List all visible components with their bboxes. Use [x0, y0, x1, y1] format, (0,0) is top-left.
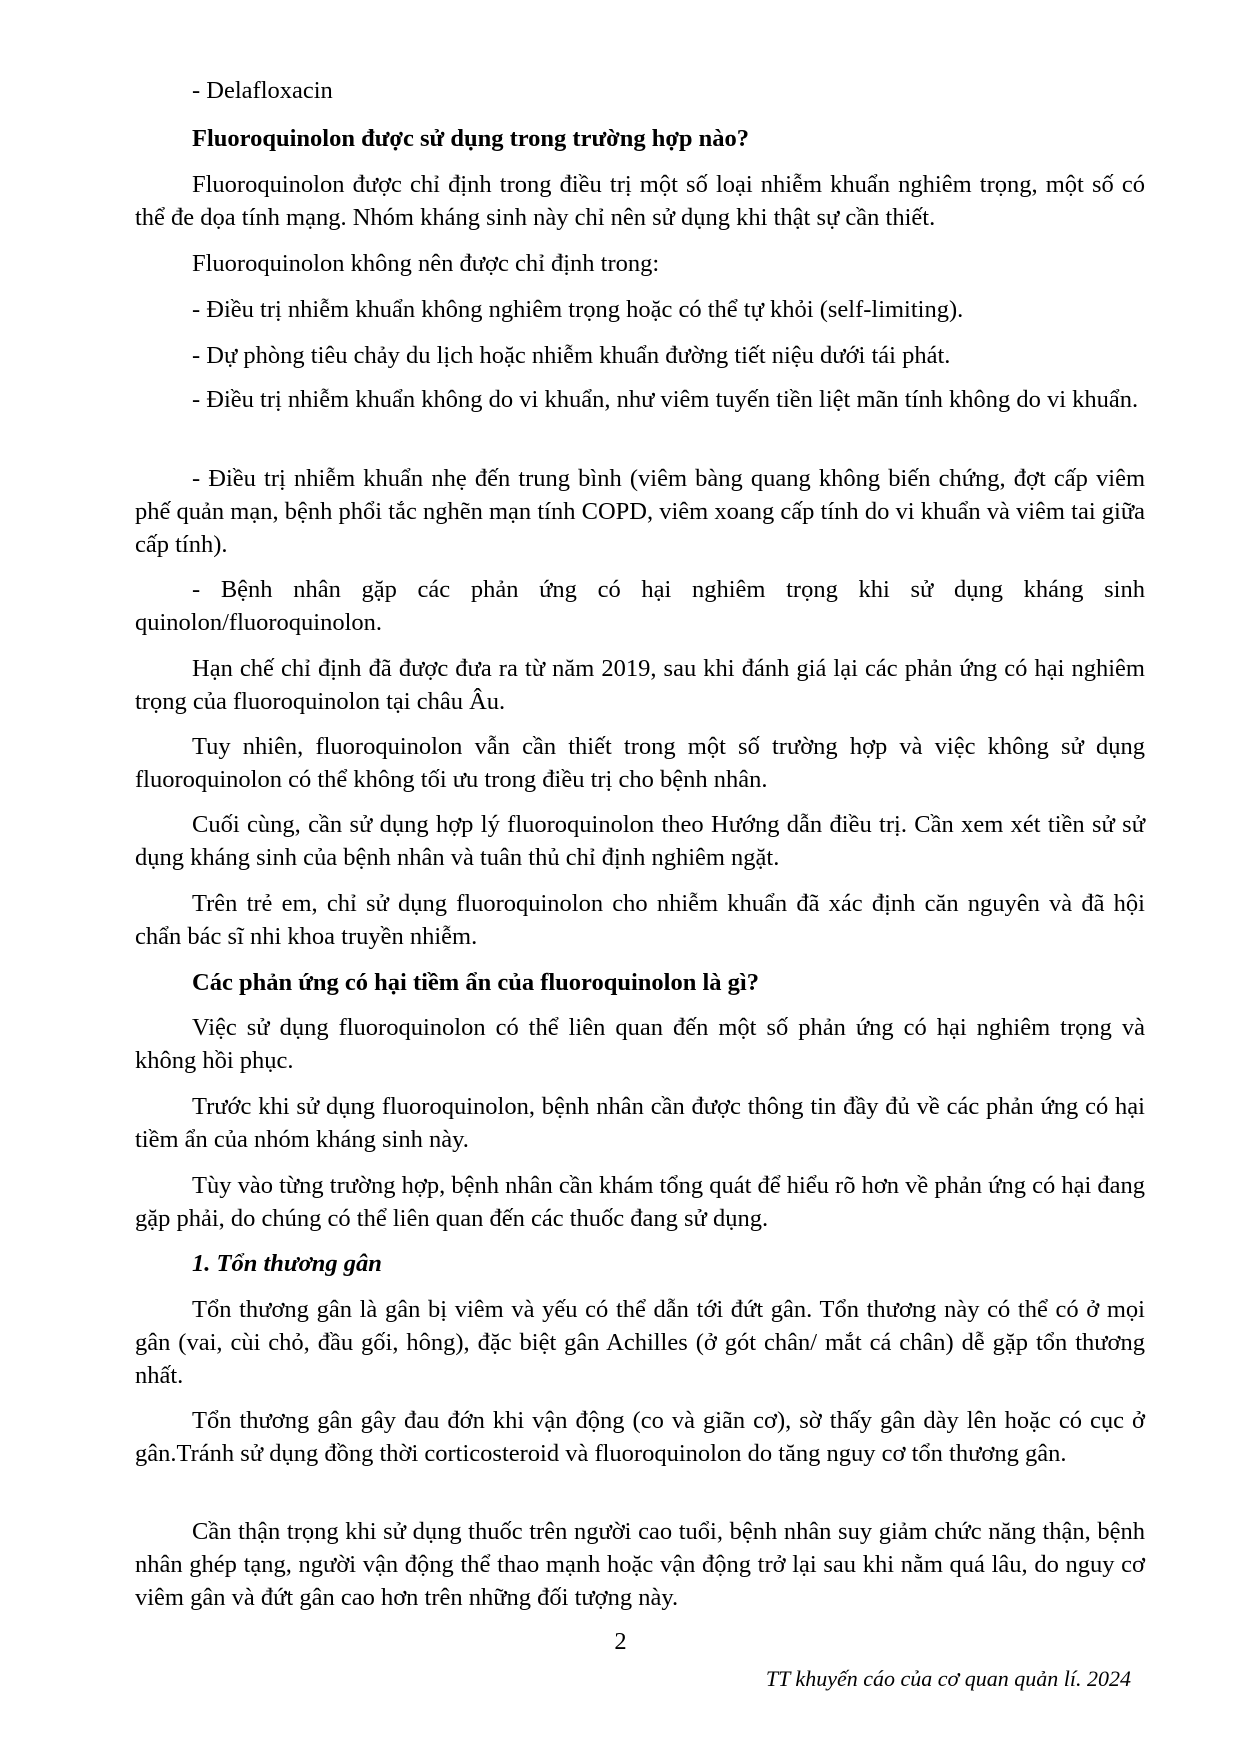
list-item-delafloxacin: - Delafloxacin	[192, 77, 333, 104]
paragraph-children	[135, 887, 1145, 953]
paragraph-caution-groups	[135, 1515, 1145, 1614]
paragraph-rational-use	[135, 808, 1145, 874]
paragraph-indication	[135, 168, 1145, 234]
paragraph-text: Fluoroquinolon được chỉ định trong điều trị một số loại nhiễm khuẩn nghiêm trọng, một số có thể đe dọa tính mạng. Nhóm kháng sinh này chỉ nên sử dụng khi thật sự cần thiết.	[135, 171, 1145, 231]
paragraph-text: - Điều trị nhiễm khuẩn nhẹ đến trung bình (viêm bàng quang không biến chứng, đợt cấp viêm phế quản mạn, bệnh phổi tắc nghẽn mạn tính COPD, viêm xoang cấp tính do vi khuẩn và viêm tai giữa cấp tính).	[135, 465, 1145, 558]
list-item-non-bacterial	[135, 383, 1145, 416]
paragraph-text: Tùy vào từng trường hợp, bệnh nhân cần khám tổng quát để hiểu rõ hơn về phản ứng có hại đang gặp phải, do chúng có thể liên quan đến các thuốc đang sử dụng.	[135, 1172, 1145, 1232]
paragraph-text: - Bệnh nhân gặp các phản ứng có hại nghiêm trọng khi sử dụng kháng sinh quinolon/fluoroquinolon.	[135, 576, 1145, 636]
paragraph-text: Tổn thương gân là gân bị viêm và yếu có thể dẫn tới đứt gân. Tổn thương này có thể có ở mọi gân (vai, cùi chỏ, đầu gối, hông), đặc biệt gân Achilles (ở gót chân/ mắt cá chân) dễ gặp tổn thương nhất.	[135, 1296, 1145, 1389]
paragraph-tendon-definition	[135, 1293, 1145, 1392]
paragraph-inform-patient	[135, 1090, 1145, 1156]
list-item-self-limiting: - Điều trị nhiễm khuẩn không nghiêm trọng hoặc có thể tự khỏi (self-limiting).	[192, 296, 964, 323]
section-heading-usage: Fluoroquinolon được sử dụng trong trường hợp nào?	[192, 125, 750, 152]
paragraph-text: Tuy nhiên, fluoroquinolon vẫn cần thiết trong một số trường hợp và việc không sử dụng fluoroquinolon có thể không tối ưu trong điều trị cho bệnh nhân.	[135, 733, 1145, 793]
paragraph-tendon-symptoms	[135, 1404, 1145, 1470]
paragraph-text: Tổn thương gân gây đau đớn khi vận động (co và giãn cơ), sờ thấy gân dày lên hoặc có cục ở gân.Tránh sử dụng đồng thời corticosteroid và fluoroquinolon do tăng nguy cơ tổn thương gân.	[135, 1407, 1145, 1467]
paragraph-text: Trước khi sử dụng fluoroquinolon, bệnh nhân cần được thông tin đầy đủ về các phản ứng có hại tiềm ẩn của nhóm kháng sinh này.	[135, 1093, 1145, 1153]
paragraph-restriction-2019	[135, 652, 1145, 718]
list-item-mild-infection	[135, 462, 1145, 561]
list-item-serious-reactions	[135, 573, 1145, 639]
paragraph-text: Cuối cùng, cần sử dụng hợp lý fluoroquinolon theo Hướng dẫn điều trị. Cần xem xét tiền sử sử dụng kháng sinh của bệnh nhân và tuân thủ chỉ định nghiêm ngặt.	[135, 811, 1145, 871]
page-number: 2	[614, 1628, 627, 1655]
paragraph-text: - Điều trị nhiễm khuẩn không do vi khuẩn, như viêm tuyến tiền liệt mãn tính không do vi khuẩn.	[192, 386, 1139, 413]
paragraph-still-needed	[135, 730, 1145, 796]
section-heading-adverse-reactions: Các phản ứng có hại tiềm ẩn của fluoroquinolon là gì?	[192, 969, 759, 996]
paragraph-text: Hạn chế chỉ định đã được đưa ra từ năm 2019, sau khi đánh giá lại các phản ứng có hại nghiêm trọng của fluoroquinolon tại châu Âu.	[135, 655, 1145, 715]
paragraph-text: Trên trẻ em, chỉ sử dụng fluoroquinolon cho nhiễm khuẩn đã xác định căn nguyên và đã hội chẩn bác sĩ nhi khoa truyền nhiễm.	[135, 890, 1145, 950]
paragraph-text: Cần thận trọng khi sử dụng thuốc trên người cao tuổi, bệnh nhân suy giảm chức năng thận, bệnh nhân ghép tạng, người vận động thể thao mạnh hoặc vận động trở lại sau khi nằm quá lâu, do nguy cơ viêm gân và đứt gân cao hơn trên những đối tượng này.	[135, 1518, 1145, 1611]
list-item-travel-diarrhea: - Dự phòng tiêu chảy du lịch hoặc nhiễm khuẩn đường tiết niệu dưới tái phát.	[192, 342, 951, 369]
paragraph-serious-irreversible	[135, 1011, 1145, 1077]
footer-note: TT khuyến cáo của cơ quan quản lí. 2024	[765, 1666, 1131, 1691]
paragraph-text: Việc sử dụng fluoroquinolon có thể liên quan đến một số phản ứng có hại nghiêm trọng và không hồi phục.	[135, 1014, 1145, 1074]
paragraph-general-exam	[135, 1169, 1145, 1235]
paragraph-not-indicated-intro: Fluoroquinolon không nên được chỉ định trong:	[192, 250, 660, 277]
subsection-heading-tendon-damage: 1. Tổn thương gân	[192, 1250, 382, 1277]
